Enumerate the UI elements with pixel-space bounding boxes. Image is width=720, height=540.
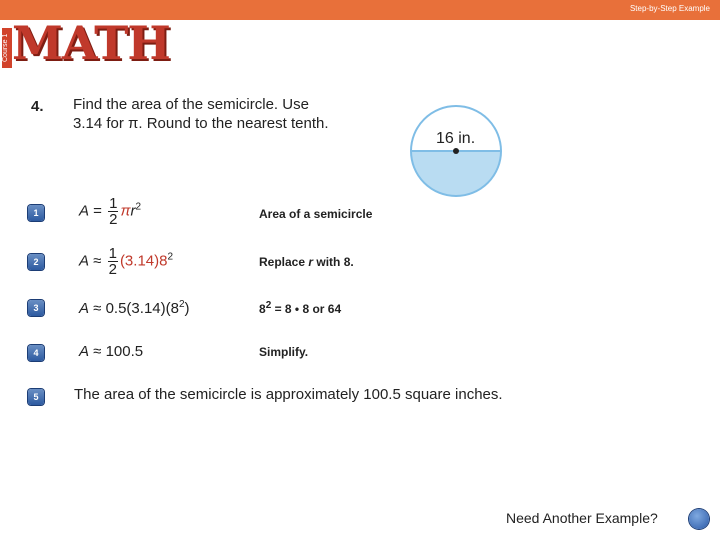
problem-text: Find the area of the semicircle. Use 3.14 for π. Round to the nearest tenth. bbox=[73, 96, 329, 132]
formula-expression: ≈ 0.5(3.14)(8 bbox=[89, 300, 179, 317]
step-1-formula bbox=[79, 196, 141, 227]
exponent: 2 bbox=[167, 251, 174, 263]
pi-value: (3.14) bbox=[119, 252, 160, 270]
step-3-button[interactable]: 3 bbox=[28, 300, 44, 316]
formula-expression: ≈ 100.5 bbox=[89, 343, 144, 360]
step-by-step-label: Step-by-Step Example bbox=[629, 4, 710, 13]
step-4-note: Simplify. bbox=[259, 345, 309, 359]
step-3-formula: $A \approx 0.5(3.14)(8^2)$ bbox=[79, 299, 190, 317]
formula-operator: = bbox=[89, 202, 107, 220]
pi-symbol: π bbox=[120, 202, 131, 220]
next-example-button[interactable] bbox=[689, 509, 709, 529]
step-5-button[interactable]: 5 bbox=[28, 389, 44, 405]
formula-variable: A bbox=[79, 252, 90, 270]
formula-variable: A bbox=[79, 343, 90, 360]
step-2-formula bbox=[79, 246, 173, 277]
math-logo bbox=[0, 16, 170, 72]
step-1-button[interactable]: 1 bbox=[28, 205, 44, 221]
diameter-label: 16 in. bbox=[436, 130, 476, 147]
exponent: 2 bbox=[178, 299, 185, 310]
step-2-button[interactable]: 2 bbox=[28, 254, 44, 270]
conclusion-text: The area of the semicircle is approximately 100.5 square inches. bbox=[74, 386, 503, 403]
need-another-example-link[interactable]: Need Another Example? bbox=[506, 510, 658, 526]
formula-variable: A bbox=[79, 202, 90, 220]
step-4-button[interactable]: 4 bbox=[28, 345, 44, 361]
step-3-note: $8^2 = 8$ • 8 or 64 bbox=[259, 300, 342, 316]
logo-edition: Course 1 bbox=[2, 28, 12, 68]
center-dot bbox=[453, 148, 459, 154]
problem-number: 4. bbox=[31, 98, 44, 115]
exponent: 2 bbox=[135, 201, 142, 213]
radius-variable: r bbox=[130, 202, 136, 220]
semicircle-figure bbox=[409, 104, 503, 198]
fraction: $\frac{1}{2}$ bbox=[109, 195, 118, 228]
step-4-formula bbox=[79, 343, 143, 360]
formula-variable: A bbox=[79, 300, 90, 317]
step-2-note: Replace r with 8. bbox=[259, 255, 354, 269]
formula-operator: ≈ bbox=[89, 252, 106, 270]
logo-word: MATH bbox=[12, 16, 170, 70]
step-1-note: Area of a semicircle bbox=[259, 207, 373, 221]
fraction: $\frac{1}{2}$ bbox=[108, 245, 117, 278]
radius-value: 8 bbox=[159, 252, 168, 270]
